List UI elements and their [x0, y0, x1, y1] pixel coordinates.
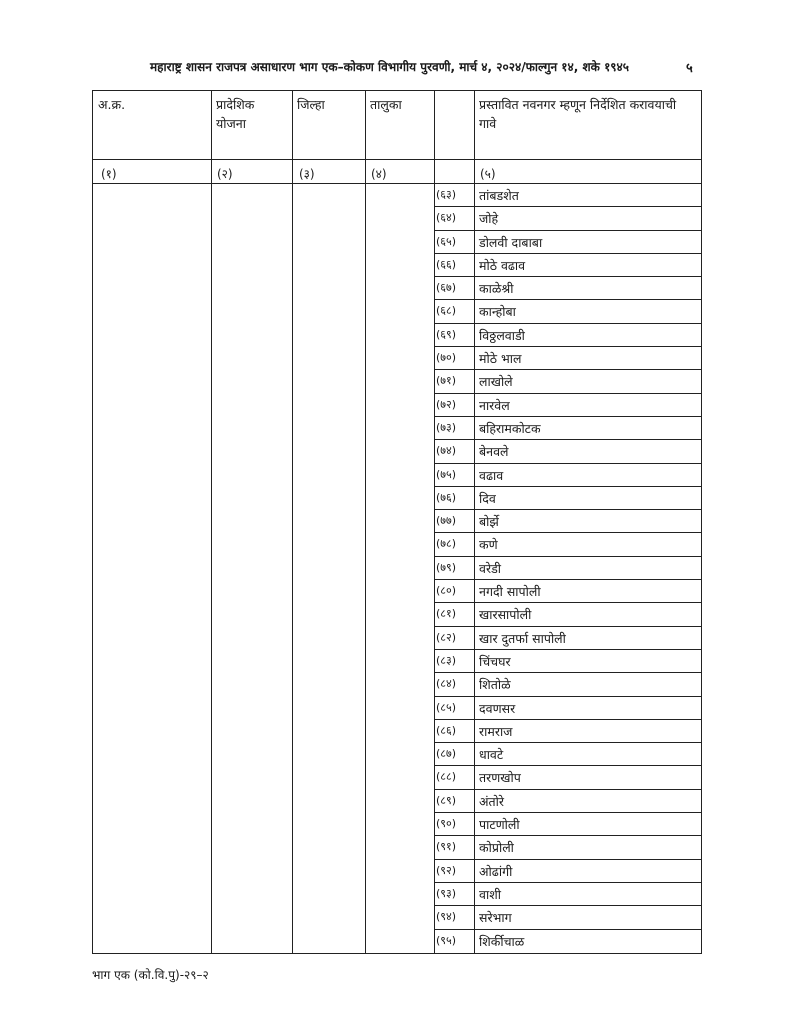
- village-name: डोलवी दाबाबा: [479, 234, 543, 250]
- row-serial-number: (७०): [436, 351, 457, 365]
- row-serial-number: (६६): [436, 257, 457, 271]
- village-name: बोर्झे: [479, 514, 499, 530]
- table-row: [434, 697, 701, 720]
- table-row: [434, 370, 701, 393]
- table-row: [434, 557, 701, 580]
- header-divider: [93, 159, 701, 160]
- column-header-district: जिल्हा: [297, 97, 325, 112]
- row-serial-number: (७४): [436, 444, 457, 458]
- row-serial-number: (९२): [436, 863, 457, 877]
- row-serial-number: (८८): [436, 770, 457, 784]
- village-name: ओढांगी: [479, 863, 513, 879]
- row-serial-number: (८९): [436, 793, 457, 807]
- column-header-villages: प्रस्तावित नवनगर म्हणून निर्देशित करावयाची गावे: [479, 97, 677, 131]
- table-row: [434, 836, 701, 859]
- row-serial-number: (६७): [436, 281, 457, 295]
- page-footer: भाग एक (को.वि.पु)-२९–२: [92, 968, 209, 982]
- table-row: [434, 347, 701, 370]
- table-row: [434, 766, 701, 789]
- village-name: खार दुतर्फा सापोली: [479, 630, 566, 646]
- table-row: [434, 510, 701, 533]
- row-serial-number: (८१): [436, 607, 457, 621]
- row-serial-number: (९४): [436, 910, 457, 924]
- village-name: शिर्कीचाळ: [479, 933, 525, 949]
- table-row: [434, 860, 701, 883]
- page-number: ५: [686, 61, 693, 76]
- row-serial-number: (९१): [436, 840, 457, 854]
- village-name: सरेभाग: [479, 910, 512, 926]
- row-serial-number: (७६): [436, 490, 457, 504]
- row-serial-number: (९५): [436, 933, 457, 947]
- column-divider: [292, 91, 293, 953]
- village-name: मोठे वढाव: [479, 257, 526, 273]
- table-row: [434, 207, 701, 230]
- village-name: पाटणोली: [479, 817, 520, 833]
- village-name: नगदी सापोली: [479, 584, 541, 600]
- column-divider: [211, 91, 212, 953]
- row-serial-number: (९३): [436, 886, 457, 900]
- village-name: बेनवले: [479, 444, 509, 460]
- table-row: [434, 464, 701, 487]
- row-serial-number: (७३): [436, 420, 457, 434]
- row-serial-number: (८२): [436, 630, 457, 644]
- table-row: [434, 906, 701, 929]
- village-name: वाशी: [479, 886, 501, 902]
- column-header-serial: अ.क्र.: [98, 97, 126, 112]
- table-row: [434, 627, 701, 650]
- row-serial-number: (६५): [436, 234, 457, 248]
- table-row: [434, 440, 701, 463]
- village-name: कोप्रोली: [479, 840, 514, 856]
- table-row: [434, 231, 701, 254]
- row-serial-number: (६३): [436, 188, 457, 201]
- table-row: [434, 580, 701, 603]
- row-serial-number: (८७): [436, 747, 457, 761]
- village-name: काळेश्री: [479, 281, 514, 297]
- table-row: [434, 650, 701, 673]
- column-number-1: (१): [101, 167, 117, 181]
- table-row: [434, 417, 701, 440]
- row-serial-number: (६४): [436, 211, 457, 225]
- table-row: [434, 184, 701, 207]
- row-serial-number: (७५): [436, 467, 457, 481]
- village-name: वरेडी: [479, 560, 501, 576]
- column-divider: [365, 91, 366, 953]
- table-row: [434, 254, 701, 277]
- row-serial-number: (८४): [436, 677, 457, 691]
- table-row: [434, 394, 701, 417]
- table-row: [434, 673, 701, 696]
- village-name: खारसापोली: [479, 607, 532, 623]
- village-name: जोहे: [479, 211, 499, 227]
- village-name: मोठे भाल: [479, 351, 522, 367]
- village-name: कान्होबा: [479, 304, 516, 320]
- row-serial-number: (८०): [436, 584, 457, 598]
- column-number-2: (२): [217, 167, 233, 181]
- column-header-taluka: तालुका: [370, 97, 402, 112]
- column-number-3: (३): [299, 167, 315, 181]
- table-row: [434, 720, 701, 743]
- villages-table: [92, 90, 702, 954]
- table-row: [434, 813, 701, 836]
- village-name: रामराज: [479, 723, 513, 739]
- table-row: [434, 930, 701, 953]
- village-name: शितोळे: [479, 677, 511, 693]
- table-row: [434, 883, 701, 906]
- table-row: [434, 300, 701, 323]
- village-name: विठ्ठलवाडी: [479, 327, 525, 343]
- village-name: बहिरामकोटक: [479, 420, 541, 436]
- table-row: [434, 324, 701, 347]
- table-row: [434, 277, 701, 300]
- village-name: दिव: [479, 490, 496, 506]
- row-serial-number: (६८): [436, 304, 457, 318]
- village-name: चिंचघर: [479, 653, 511, 669]
- table-row: [434, 743, 701, 766]
- village-rows: [434, 184, 701, 953]
- village-name: नारवेल: [479, 397, 510, 413]
- village-name: तांबडशेत: [479, 188, 519, 203]
- row-serial-number: (६९): [436, 327, 457, 341]
- table-row: [434, 603, 701, 626]
- row-serial-number: (७८): [436, 537, 457, 551]
- village-name: लाखोले: [479, 374, 513, 390]
- village-name: तरणखोप: [479, 770, 521, 786]
- row-serial-number: (७२): [436, 397, 457, 411]
- row-serial-number: (७९): [436, 560, 457, 574]
- row-serial-number: (८६): [436, 723, 457, 737]
- table-row: [434, 790, 701, 813]
- column-header-regional-plan: प्रादेशिक योजना: [216, 97, 255, 131]
- row-serial-number: (९०): [436, 817, 457, 831]
- village-name: कणे: [479, 537, 498, 553]
- village-name: अंतोरे: [479, 793, 505, 809]
- column-number-4: (४): [371, 167, 387, 181]
- village-name: दवणसर: [479, 700, 516, 716]
- gazette-header: महाराष्ट्र शासन राजपत्र असाधारण भाग एक–कोकण विभागीय पुरवणी, मार्च ४, २०२४/फाल्गुन १४, शके १९४५: [150, 60, 630, 74]
- row-serial-number: (८५): [436, 700, 457, 714]
- table-row: [434, 487, 701, 510]
- row-serial-number: (७१): [436, 374, 457, 388]
- row-serial-number: (८३): [436, 653, 457, 667]
- row-serial-number: (७७): [436, 514, 457, 528]
- column-number-5: (५): [480, 167, 496, 181]
- village-name: धावटे: [479, 747, 504, 763]
- table-row: [434, 533, 701, 556]
- village-name: वढाव: [479, 467, 504, 483]
